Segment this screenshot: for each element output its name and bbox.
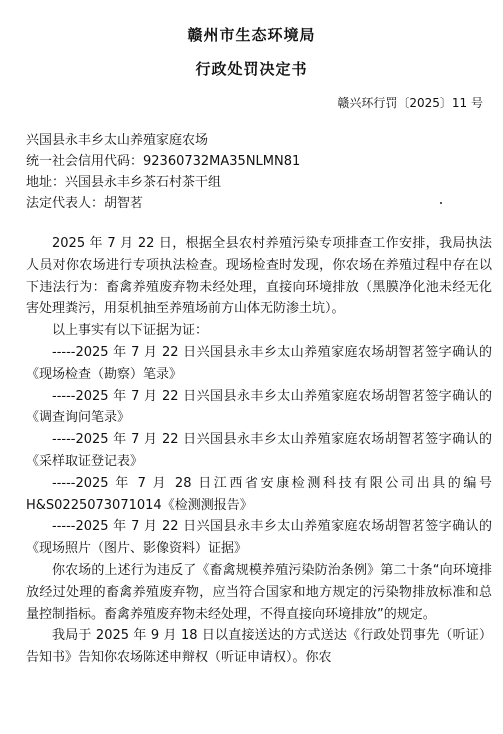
evidence-item: -----2025 年 7 月 22 日兴国县永丰乡太山养殖家庭农场胡智茗签字确认的《调查询问笔录》 xyxy=(26,388,492,426)
party-representative: 法定代表人：胡智茗 xyxy=(26,196,144,211)
party-name: 兴国县永丰乡太山养殖家庭农场 xyxy=(26,133,209,148)
document-title: 行政处罚决定书 xyxy=(195,60,308,78)
paragraph-evidence-intro: 以上事实有以下证据为证： xyxy=(52,323,209,339)
paragraph-violation: 2025 年 7 月 22 日，根据全县农村养殖污染专项排查工作安排，我局执法人员对你农场进行专项执法检查。现场检查时发现，你农场在养殖过程中存在以下违法行为：畜禽养殖废弃物未经处理，直接向环境排放（黑膜净化池未经无化害处理粪污，用泵机抽至养殖场前方山体无防渗土坑）。 xyxy=(26,236,492,317)
evidence-item: -----2025 年 7 月 22 日兴国县永丰乡太山养殖家庭农场胡智茗签字确认的《现场检查（勘察）笔录》 xyxy=(26,344,492,382)
evidence-item: -----2025 年 7 月 22 日兴国县永丰乡太山养殖家庭农场胡智茗签字确认的《现场照片（图片、影像资料）证据》 xyxy=(26,519,492,557)
party-credit-code: 统一社会信用代码：92360732MA35NLMN81 xyxy=(26,154,301,169)
paragraph-legal-basis: 你农场的上述行为违反了《畜禽规模养殖污染防治条例》第二十条“向环境排放经过处理的畜禽养殖废弃物，应当符合国家和地方规定的污染物排放标准和总量控制指标。畜禽养殖废弃物未经处理，不得直接向环境排放”的规定。 xyxy=(26,562,492,622)
document-number: 赣兴环行罚〔2025〕11 号 xyxy=(337,96,483,110)
evidence-item: -----2025 年 7 月 22 日兴国县永丰乡太山养殖家庭农场胡智茗签字确认的《采样取证登记表》 xyxy=(26,432,492,469)
issuing-authority: 赣州市生态环境局 xyxy=(187,26,316,44)
document-body xyxy=(26,233,492,669)
evidence-item: -----2025 年 7 月 28 日江西省安康检测科技有限公司出具的编号 H&S0225073071014《检测测报告》 xyxy=(26,475,492,513)
paragraph-notice: 我局于 2025 年 9 月 18 日以直接送达的方式送达《行政处罚事先（听证）告知书》告知你农场陈述申辩权（听证申请权）。你农 xyxy=(26,628,492,666)
scan-speck xyxy=(440,202,442,204)
party-address: 地址：兴国县永丰乡茶石村茶干组 xyxy=(26,175,222,190)
